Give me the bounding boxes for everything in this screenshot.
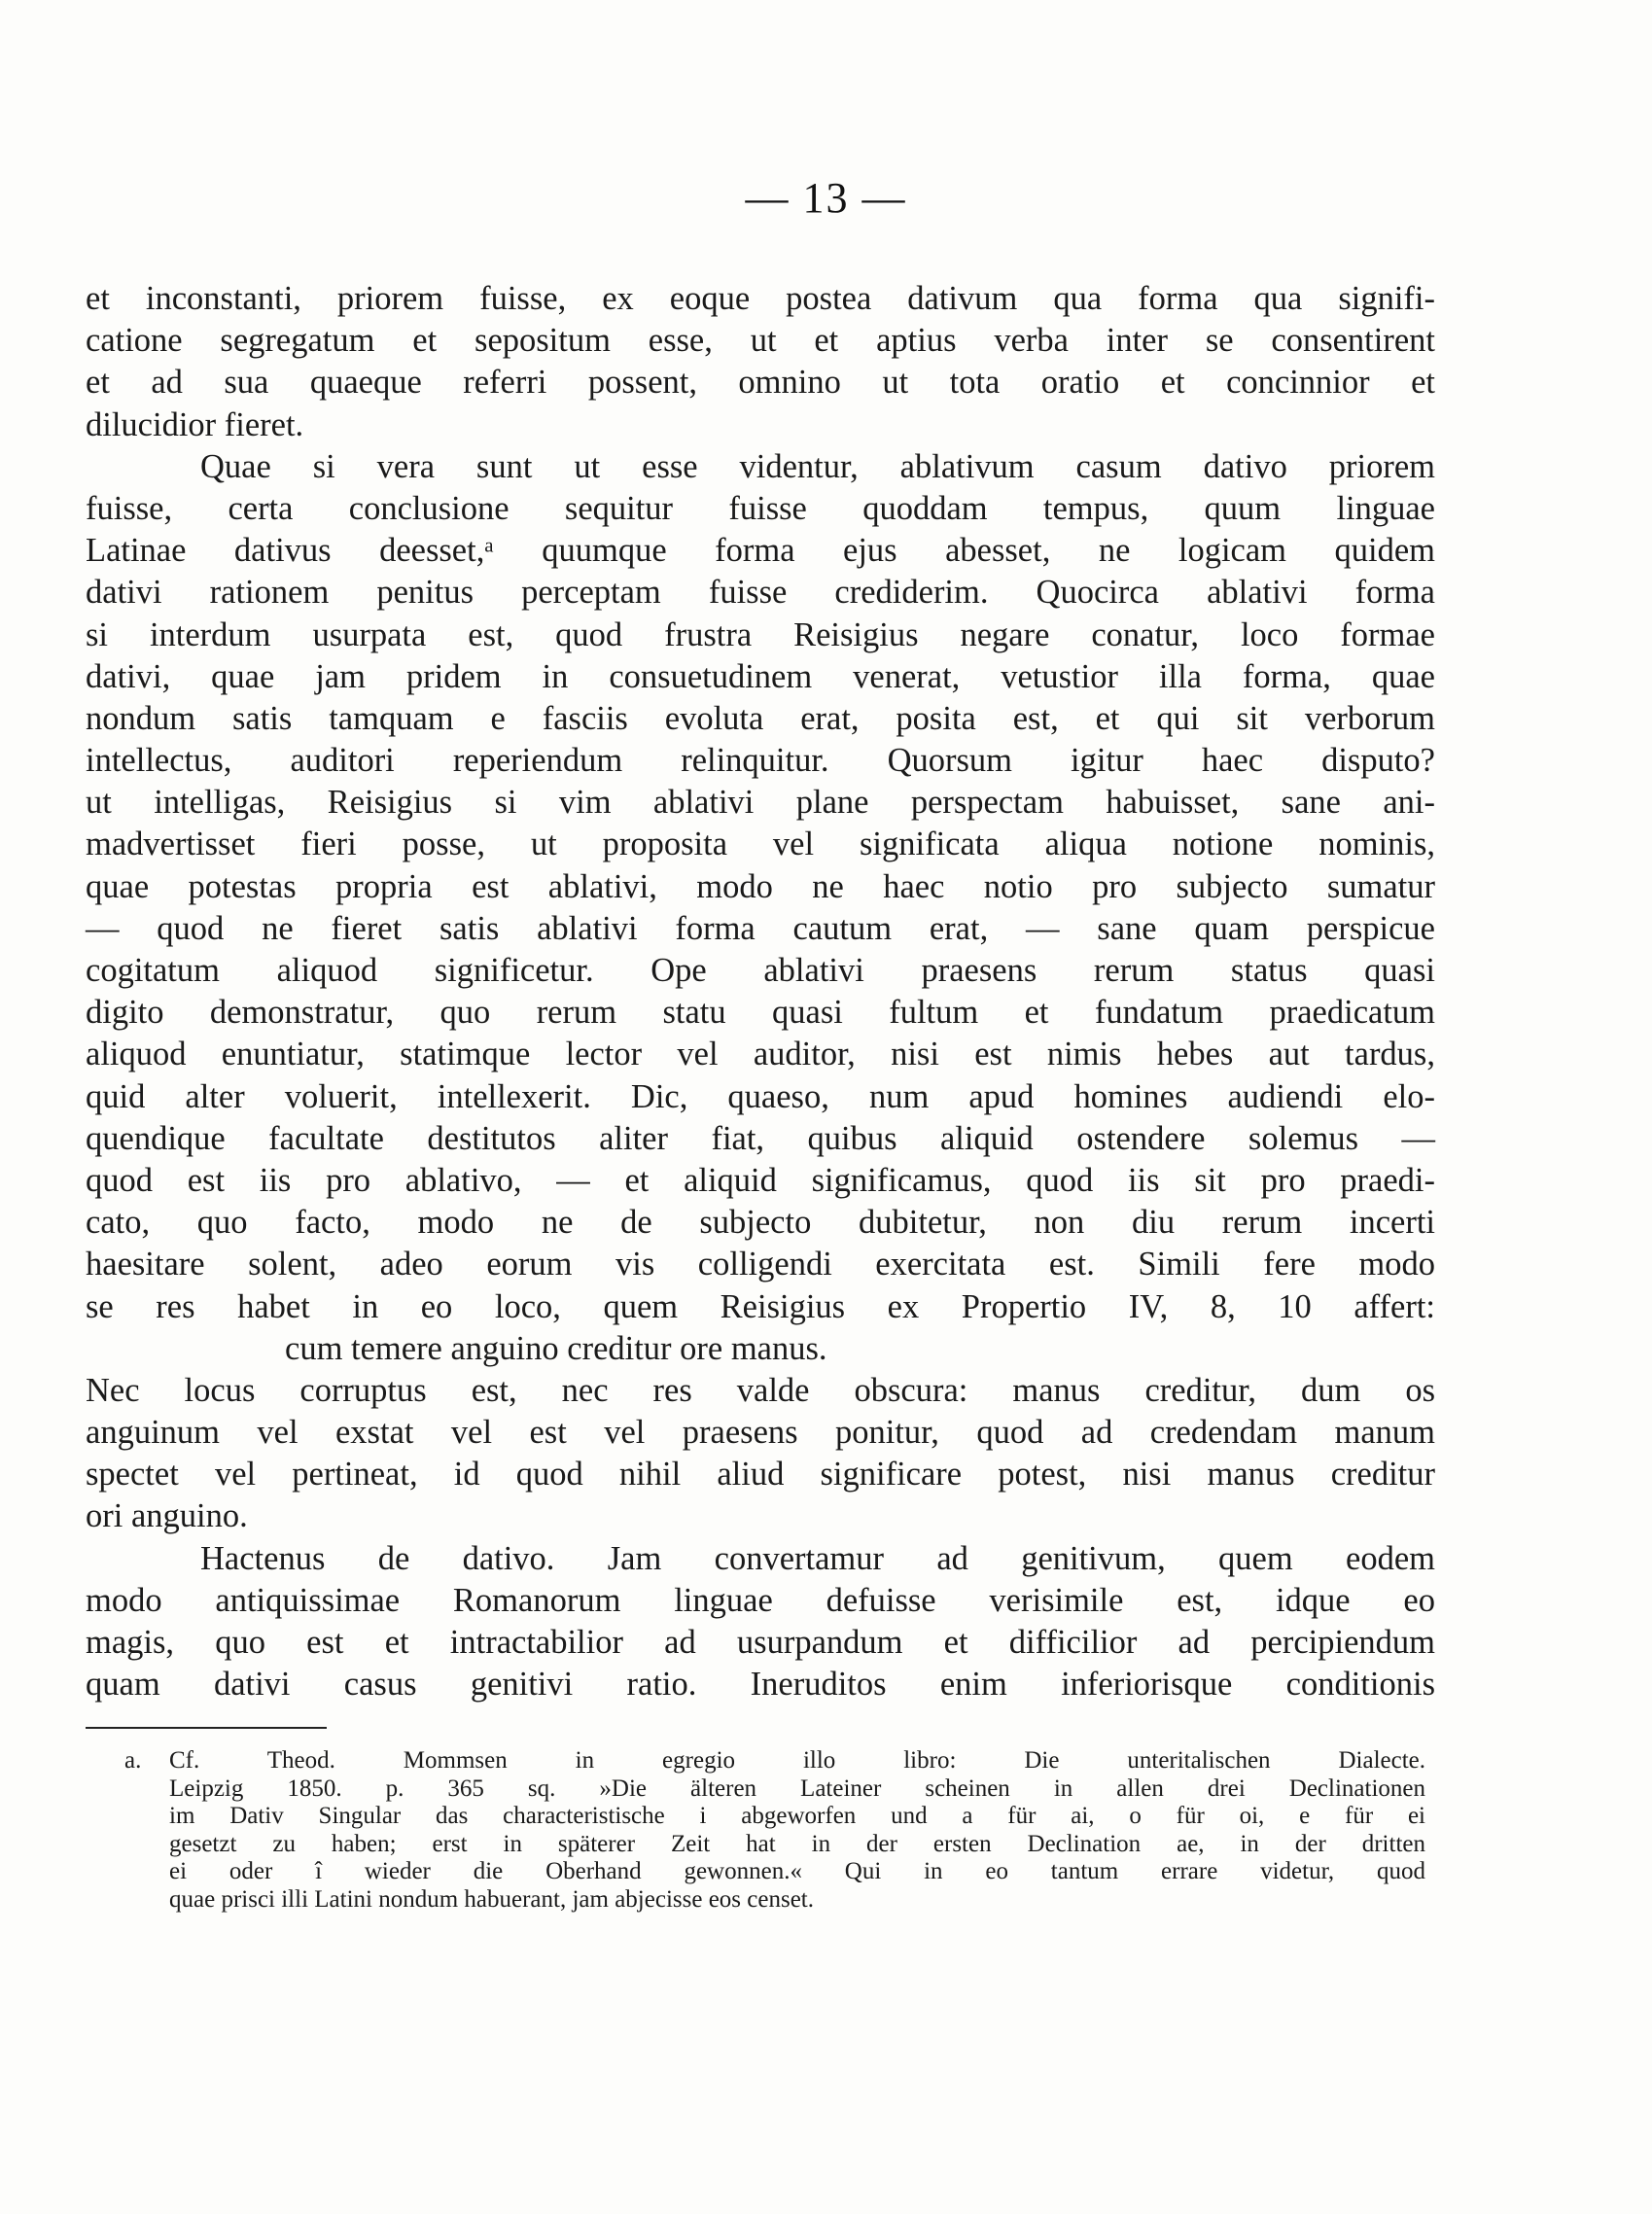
text-line: magis, quo est et intractabilior ad usurpandum et difficilior ad percipiendum: [86, 1624, 1435, 1661]
text-line: et inconstanti, priorem fuisse, ex eoque postea dativum qua forma qua signifi-: [86, 280, 1435, 317]
text-line: cato, quo facto, modo ne de subjecto dubitetur, non diu rerum incerti: [86, 1204, 1435, 1242]
footnote-line: Leipzig 1850. p. 365 sq. »Die älteren Lateiner scheinen in allen drei Declinationen: [169, 1775, 1425, 1802]
text-line: intellectus, auditori reperiendum relinquitur. Quorsum igitur haec disputo?: [86, 742, 1435, 780]
text-line: et ad sua quaeque referri possent, omnino ut tota oratio et concinnior et: [86, 364, 1435, 402]
footnote-divider: [86, 1727, 327, 1729]
text-line: quendique facultate destitutos aliter fiat, quibus aliquid ostendere solemus —: [86, 1119, 1435, 1157]
text-line: haesitare solent, adeo eorum vis colligendi exercitata est. Simili fere modo: [86, 1246, 1435, 1283]
text-line: dilucidior fieret.: [86, 405, 304, 443]
text-line: madvertisset fieri posse, ut proposita vel significata aliqua notione nominis,: [86, 826, 1435, 863]
text-line: Latinae dativus deesset,ᵃ quumque forma ejus abesset, ne logicam quidem: [86, 532, 1435, 570]
text-line: cogitatum aliquod significetur. Ope ablativi praesens rerum status quasi: [86, 952, 1435, 989]
text-line: anguinum vel exstat vel est vel praesens ponitur, quod ad credendam manum: [86, 1414, 1435, 1452]
footnote-marker: a.: [124, 1747, 142, 1774]
text-line: modo antiquissimae Romanorum linguae defuisse verisimile est, idque eo: [86, 1581, 1435, 1619]
footnote-line: quae prisci illi Latini nondum habuerant, jam abjecisse eos censet.: [169, 1885, 814, 1913]
text-line: — quod ne fieret satis ablativi forma cautum erat, — sane quam perspicue: [86, 909, 1435, 947]
footnote-line: gesetzt zu haben; erst in späterer Zeit hat in der ersten Declination ae, in der dritten: [169, 1830, 1425, 1857]
text-line: se res habet in eo loco, quem Reisigius ex Propertio IV, 8, 10 affert:: [86, 1287, 1435, 1325]
text-line: nondum satis tamquam e fasciis evoluta erat, posita est, et qui sit verborum: [86, 699, 1435, 737]
footnote-line: ei oder î wieder die Oberhand gewonnen.« Qui in eo tantum errare videtur, quod: [169, 1858, 1425, 1885]
text-line: spectet vel pertineat, id quod nihil aliud significare potest, nisi manus creditur: [86, 1456, 1435, 1494]
paragraph-start-line: Quae si vera sunt ut esse videntur, ablativum casum dativo priorem: [200, 447, 1435, 485]
footnote-line: Cf. Theod. Mommsen in egregio illo libro: Die unteritalischen Dialecte.: [169, 1747, 1425, 1774]
text-line: ori anguino.: [86, 1497, 248, 1535]
text-line: dativi rationem penitus perceptam fuisse crediderim. Quocirca ablativi forma: [86, 574, 1435, 612]
text-line: catione segregatum et sepositum esse, ut et aptius verba inter se consentirent: [86, 322, 1435, 360]
body-text: [86, 278, 1435, 1705]
text-line: aliquod enuntiatur, statimque lector vel auditor, nisi est nimis hebes aut tardus,: [86, 1036, 1435, 1073]
text-line: fuisse, certa conclusione sequitur fuisse quoddam tempus, quum linguae: [86, 489, 1435, 527]
footnote-line: im Dativ Singular das characteristische i abgeworfen und a für ai, o für oi, e für ei: [169, 1803, 1425, 1830]
text-line: dativi, quae jam pridem in consuetudinem venerat, vetustior illa forma, quae: [86, 657, 1435, 695]
verse-quotation: cum temere anguino creditur ore manus.: [285, 1329, 827, 1367]
text-line: quae potestas propria est ablativi, modo ne haec notio pro subjecto sumatur: [86, 867, 1435, 905]
text-line: ut intelligas, Reisigius si vim ablativi plane perspectam habuisset, sane ani-: [86, 784, 1435, 822]
text-line: digito demonstratur, quo rerum statu quasi fultum et fundatum praedicatum: [86, 994, 1435, 1032]
text-line: Nec locus corruptus est, nec res valde obscura: manus creditur, dum os: [86, 1371, 1435, 1409]
text-line: quam dativi casus genitivi ratio. Ineruditos enim inferiorisque conditionis: [86, 1666, 1435, 1704]
text-line: quid alter voluerit, intellexerit. Dic, quaeso, num apud homines audiendi elo-: [86, 1077, 1435, 1115]
footnote-block: [126, 1747, 1425, 1915]
page-number: — 13 —: [745, 174, 907, 222]
paragraph-start-line: Hactenus de dativo. Jam convertamur ad genitivum, quem eodem: [200, 1539, 1435, 1577]
text-line: si interdum usurpata est, quod frustra Reisigius negare conatur, loco formae: [86, 615, 1435, 653]
text-line: quod est iis pro ablativo, — et aliquid significamus, quod iis sit pro praedi-: [86, 1161, 1435, 1199]
